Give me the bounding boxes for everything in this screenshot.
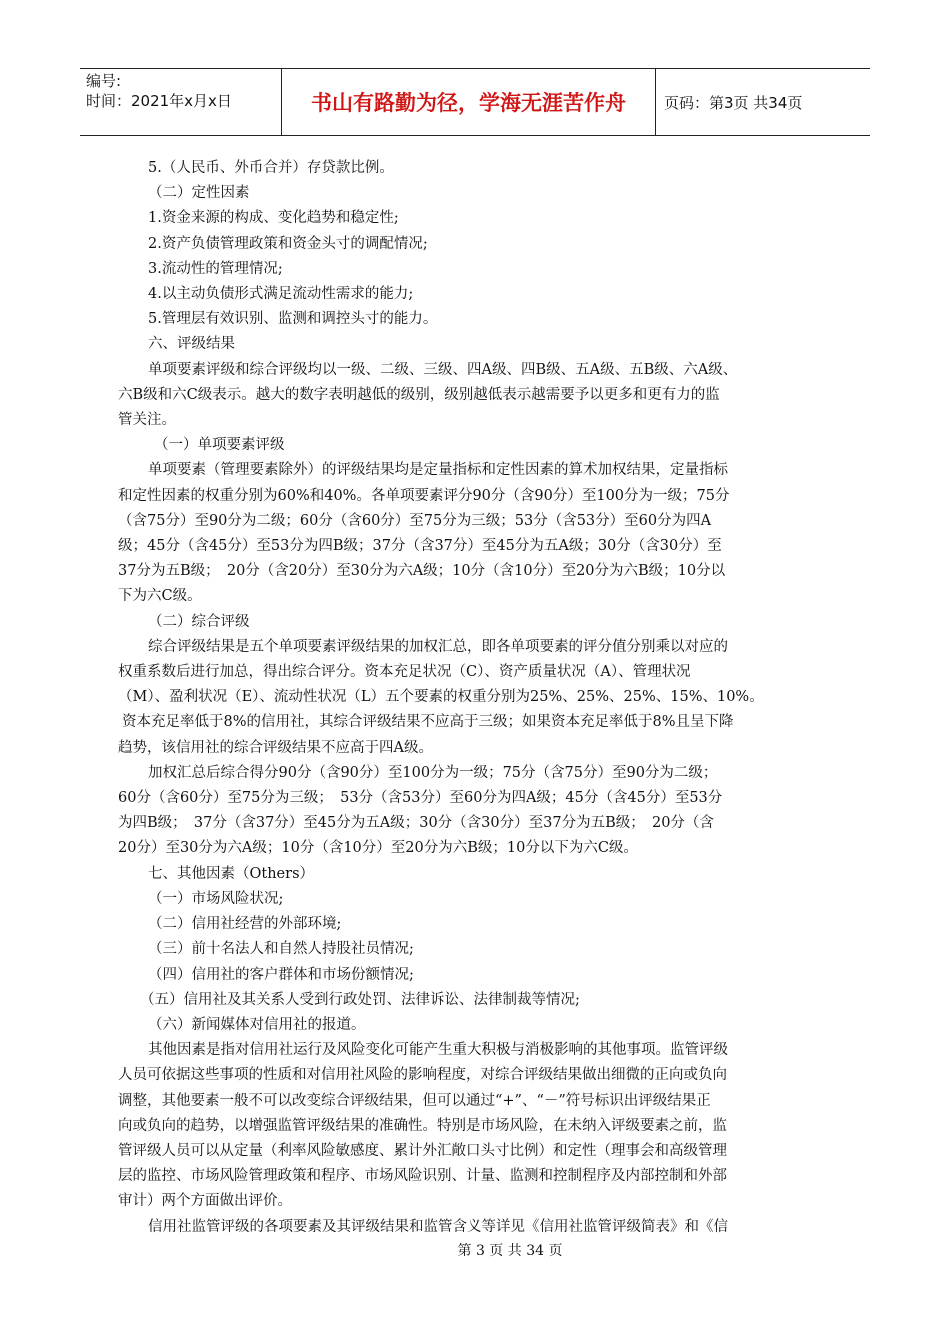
text-line: 加权汇总后综合得分90分（含90分）至100分为一级；75分（含75分）至90分为二级； bbox=[148, 764, 718, 781]
list-item: （二）信用社经营的外部环境; bbox=[148, 916, 342, 933]
section-heading: （一）单项要素评级 bbox=[154, 437, 285, 454]
header-page-number: 页码：第3页 共34页 bbox=[664, 93, 803, 112]
list-item: 1.资金来源的构成、变化趋势和稳定性; bbox=[148, 210, 399, 227]
text-line: 六B级和六C级表示。越大的数字表明越低的级别，级别越低表示越需要予以更多和更有力的监 bbox=[118, 386, 720, 403]
list-item: 3.流动性的管理情况; bbox=[148, 260, 283, 277]
text-line: 单项要素评级和综合评级均以一级、二级、三级、四A级、四B级、五A级、五B级、六A级、 bbox=[148, 361, 738, 378]
section-heading: （二）综合评级 bbox=[148, 613, 250, 630]
list-item: 5.管理层有效识别、监测和调控头寸的能力。 bbox=[148, 311, 438, 328]
text-line: 信用社监管评级的各项要素及其评级结果和监管含义等详见《信用社监管评级简表》和《信 bbox=[148, 1218, 728, 1235]
list-item: （五）信用社及其关系人受到行政处罚、法律诉讼、法律制裁等情况; bbox=[140, 991, 580, 1008]
doc-date: 时间：2021年x月x日 bbox=[86, 92, 232, 110]
text-line: （M）、盈利状况（E）、流动性状况（L）五个要素的权重分别为25%、25%、25%、15%、10%。 bbox=[118, 689, 764, 706]
text-line: 为四B级； 37分（含37分）至45分为五A级；30分（含30分）至37分为五B级； 20分（含 bbox=[118, 815, 714, 832]
text-line: （含75分）至90分为二级；60分（含60分）至75分为三级；53分（含53分）至60分为四A bbox=[118, 512, 712, 529]
text-line: 管关注。 bbox=[118, 412, 176, 429]
list-item: （六）新闻媒体对信用社的报道。 bbox=[148, 1016, 366, 1033]
doc-code: 编号: bbox=[86, 72, 122, 90]
text-line: 调整，其他要素一般不可以改变综合评级结果，但可以通过“+”、“－”符号标识出评级结果正 bbox=[118, 1092, 711, 1109]
text-line: 人员可依据这些事项的性质和对信用社风险的影响程度，对综合评级结果做出细微的正向或负向 bbox=[118, 1067, 727, 1084]
text-line: 综合评级结果是五个单项要素评级结果的加权汇总，即各单项要素的评分值分别乘以对应的 bbox=[148, 638, 728, 655]
header-meta bbox=[80, 69, 282, 135]
list-item: （一）市场风险状况; bbox=[148, 890, 284, 907]
text-line: 趋势，该信用社的综合评级结果不应高于四A级。 bbox=[118, 739, 433, 756]
text-line: 层的监控、市场风险管理政策和程序、市场风险识别、计量、监测和控制程序及内部控制和外部 bbox=[118, 1168, 727, 1185]
list-item: 4.以主动负债形式满足流动性需求的能力; bbox=[148, 286, 414, 303]
section-heading: （二）定性因素 bbox=[148, 185, 250, 202]
text-line: 资本充足率低于8%的信用社，其综合评级结果不应高于三级；如果资本充足率低于8%且呈下降 bbox=[122, 714, 734, 731]
text-line: 下为六C级。 bbox=[118, 588, 202, 605]
list-item: 2.资产负债管理政策和资金头寸的调配情况; bbox=[148, 235, 428, 252]
page-footer: 第 3 页 共 34 页 bbox=[457, 1243, 563, 1259]
text-line: 60分（含60分）至75分为三级； 53分（含53分）至60分为四A级；45分（含45分）至53分 bbox=[118, 790, 723, 807]
list-item: （四）信用社的客户群体和市场份额情况; bbox=[148, 966, 414, 983]
text-line: 37分为五B级； 20分（含20分）至30分为六A级；10分（含10分）至20分为六B级；10分以 bbox=[118, 563, 726, 580]
text-line: 单项要素（管理要素除外）的评级结果均是定量指标和定性因素的算术加权结果，定量指标 bbox=[148, 462, 728, 479]
text-line: 20分）至30分为六A级；10分（含10分）至20分为六B级；10分以下为六C级。 bbox=[118, 840, 638, 857]
text-line: 管评级人员可以从定量（利率风险敏感度、累计外汇敞口头寸比例）和定性（理事会和高级管理 bbox=[118, 1142, 727, 1159]
section-heading: 六、评级结果 bbox=[148, 336, 235, 353]
document-body bbox=[118, 156, 840, 1240]
text-line: 审计）两个方面做出评价。 bbox=[118, 1193, 292, 1210]
text-line: 级；45分（含45分）至53分为四B级；37分（含37分）至45分为五A级；30分（含30分）至 bbox=[118, 538, 722, 555]
list-item: （三）前十名法人和自然人持股社员情况; bbox=[148, 941, 414, 958]
text-line: 向或负向的趋势，以增强监管评级结果的准确性。特别是市场风险，在未纳入评级要素之前，监 bbox=[118, 1117, 727, 1134]
text-line: 5.（人民币、外币合并）存贷款比例。 bbox=[148, 160, 394, 176]
header-motto: 书山有路勤为径，学海无涯苦作舟 bbox=[282, 69, 656, 135]
text-line: 权重系数后进行加总，得出综合评分。资本充足状况（C）、资产质量状况（A）、管理状况 bbox=[118, 664, 691, 681]
text-line: 其他因素是指对信用社运行及风险变化可能产生重大积极与消极影响的其他事项。监管评级 bbox=[148, 1042, 728, 1059]
page-header bbox=[80, 68, 870, 136]
section-heading: 七、其他因素（Others） bbox=[148, 865, 315, 882]
text-line: 和定性因素的权重分别为60%和40%。各单项要素评分90分（含90分）至100分为一级；75分 bbox=[118, 487, 730, 504]
